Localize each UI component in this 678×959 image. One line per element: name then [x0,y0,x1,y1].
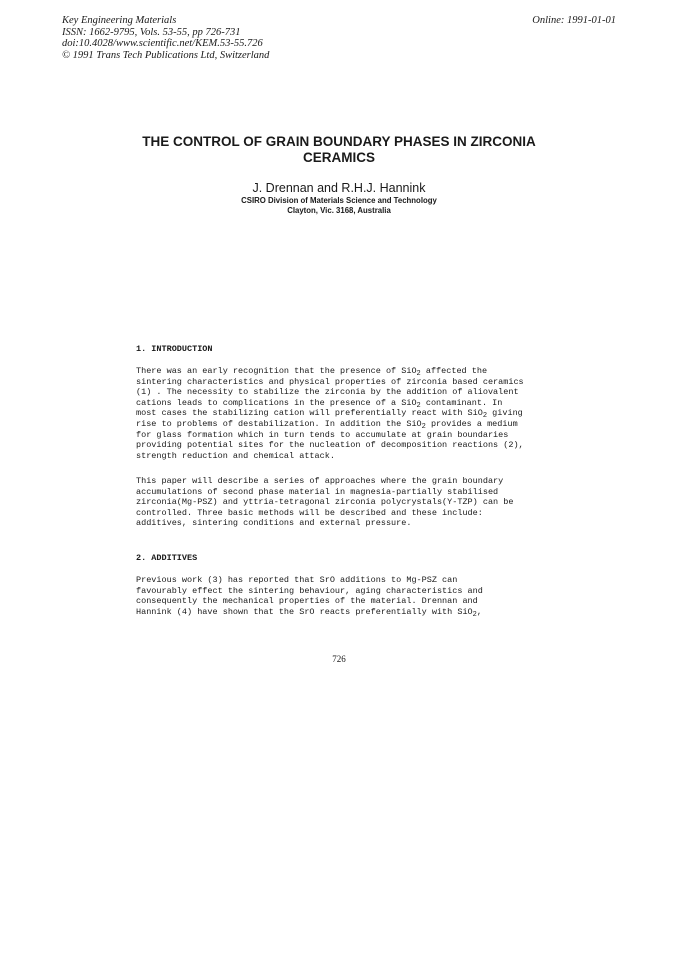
text-line: Hannink (4) have shown that the SrO reacts preferentially with SiO$_2$, [136,606,482,619]
text-line: providing potential sites for the nucleation of decomposition reactions (2), [136,440,524,451]
text-line: This paper will describe a series of approaches where the grain boundary [136,476,504,486]
online-date: Online: 1991-01-01 [532,15,616,26]
text-line: cations leads to complications in the presence of a SiO$_2$ contaminant. In [136,397,503,410]
section-heading-additives: 2. ADDITIVES [136,553,198,563]
paragraph-introduction-2 [136,476,546,529]
text-line: (1) . The necessity to stabilize the zirconia by the addition of aliovalent [136,387,519,398]
paper-title-line-2: CERAMICS [302,150,375,165]
paper-title [62,134,616,166]
text-line: sintering characteristics and physical properties of zirconia based ceramics [136,376,524,387]
paper-authors: J. Drennan and R.H.J. Hannink [252,181,426,195]
text-line: rise to problems of destabilization. In addition the SiO$_2$ provides a medium [136,418,518,431]
journal-issn: ISSN: 1662-9795, Vols. 53-55, pp 726-731 [62,26,241,38]
text-line: controlled. Three basic methods will be described and these include: [136,507,483,518]
text-line: Previous work (3) has reported that SrO additions to Mg-PSZ can [136,575,458,585]
text-line: favourably effect the sintering behaviour, aging characteristics and [136,585,483,596]
affiliation-line-2: Clayton, Vic. 3168, Australia [287,206,391,215]
journal-copyright: © 1991 Trans Tech Publications Ltd, Switzerland [62,49,270,61]
section-heading-introduction: 1. INTRODUCTION [136,344,213,354]
journal-name: Key Engineering Materials [62,15,177,26]
text-line: for glass formation which in turn tends to accumulate at grain boundaries [136,429,509,440]
text-line: There was an early recognition that the presence of SiO$_2$ affected the [136,366,488,378]
journal-header [62,15,616,61]
paragraph-additives-1 [136,575,546,617]
author-affiliation [62,196,616,216]
text-line: strength reduction and chemical attack. [136,450,335,461]
paragraph-introduction-1 [136,366,546,461]
journal-doi: doi:10.4028/www.scientific.net/KEM.53-55.726 [62,38,263,50]
paper-title-line-1: THE CONTROL OF GRAIN BOUNDARY PHASES IN ZIRCONIA [142,134,536,149]
text-line: accumulations of second phase material in magnesia-partially stabilised [136,486,499,497]
text-line: most cases the stabilizing cation will preferentially react with SiO$_2$ giving [136,408,523,421]
text-line: zirconia(Mg-PSZ) and yttria-tetragonal zirconia polycrystals(Y-TZP) can be [136,497,514,508]
page-number: 726 [332,654,346,664]
affiliation-line-1: CSIRO Division of Materials Science and Technology [241,196,437,205]
text-line: additives, sintering conditions and external pressure. [136,518,412,529]
text-line: consequently the mechanical properties of the material. Drennan and [136,596,478,607]
